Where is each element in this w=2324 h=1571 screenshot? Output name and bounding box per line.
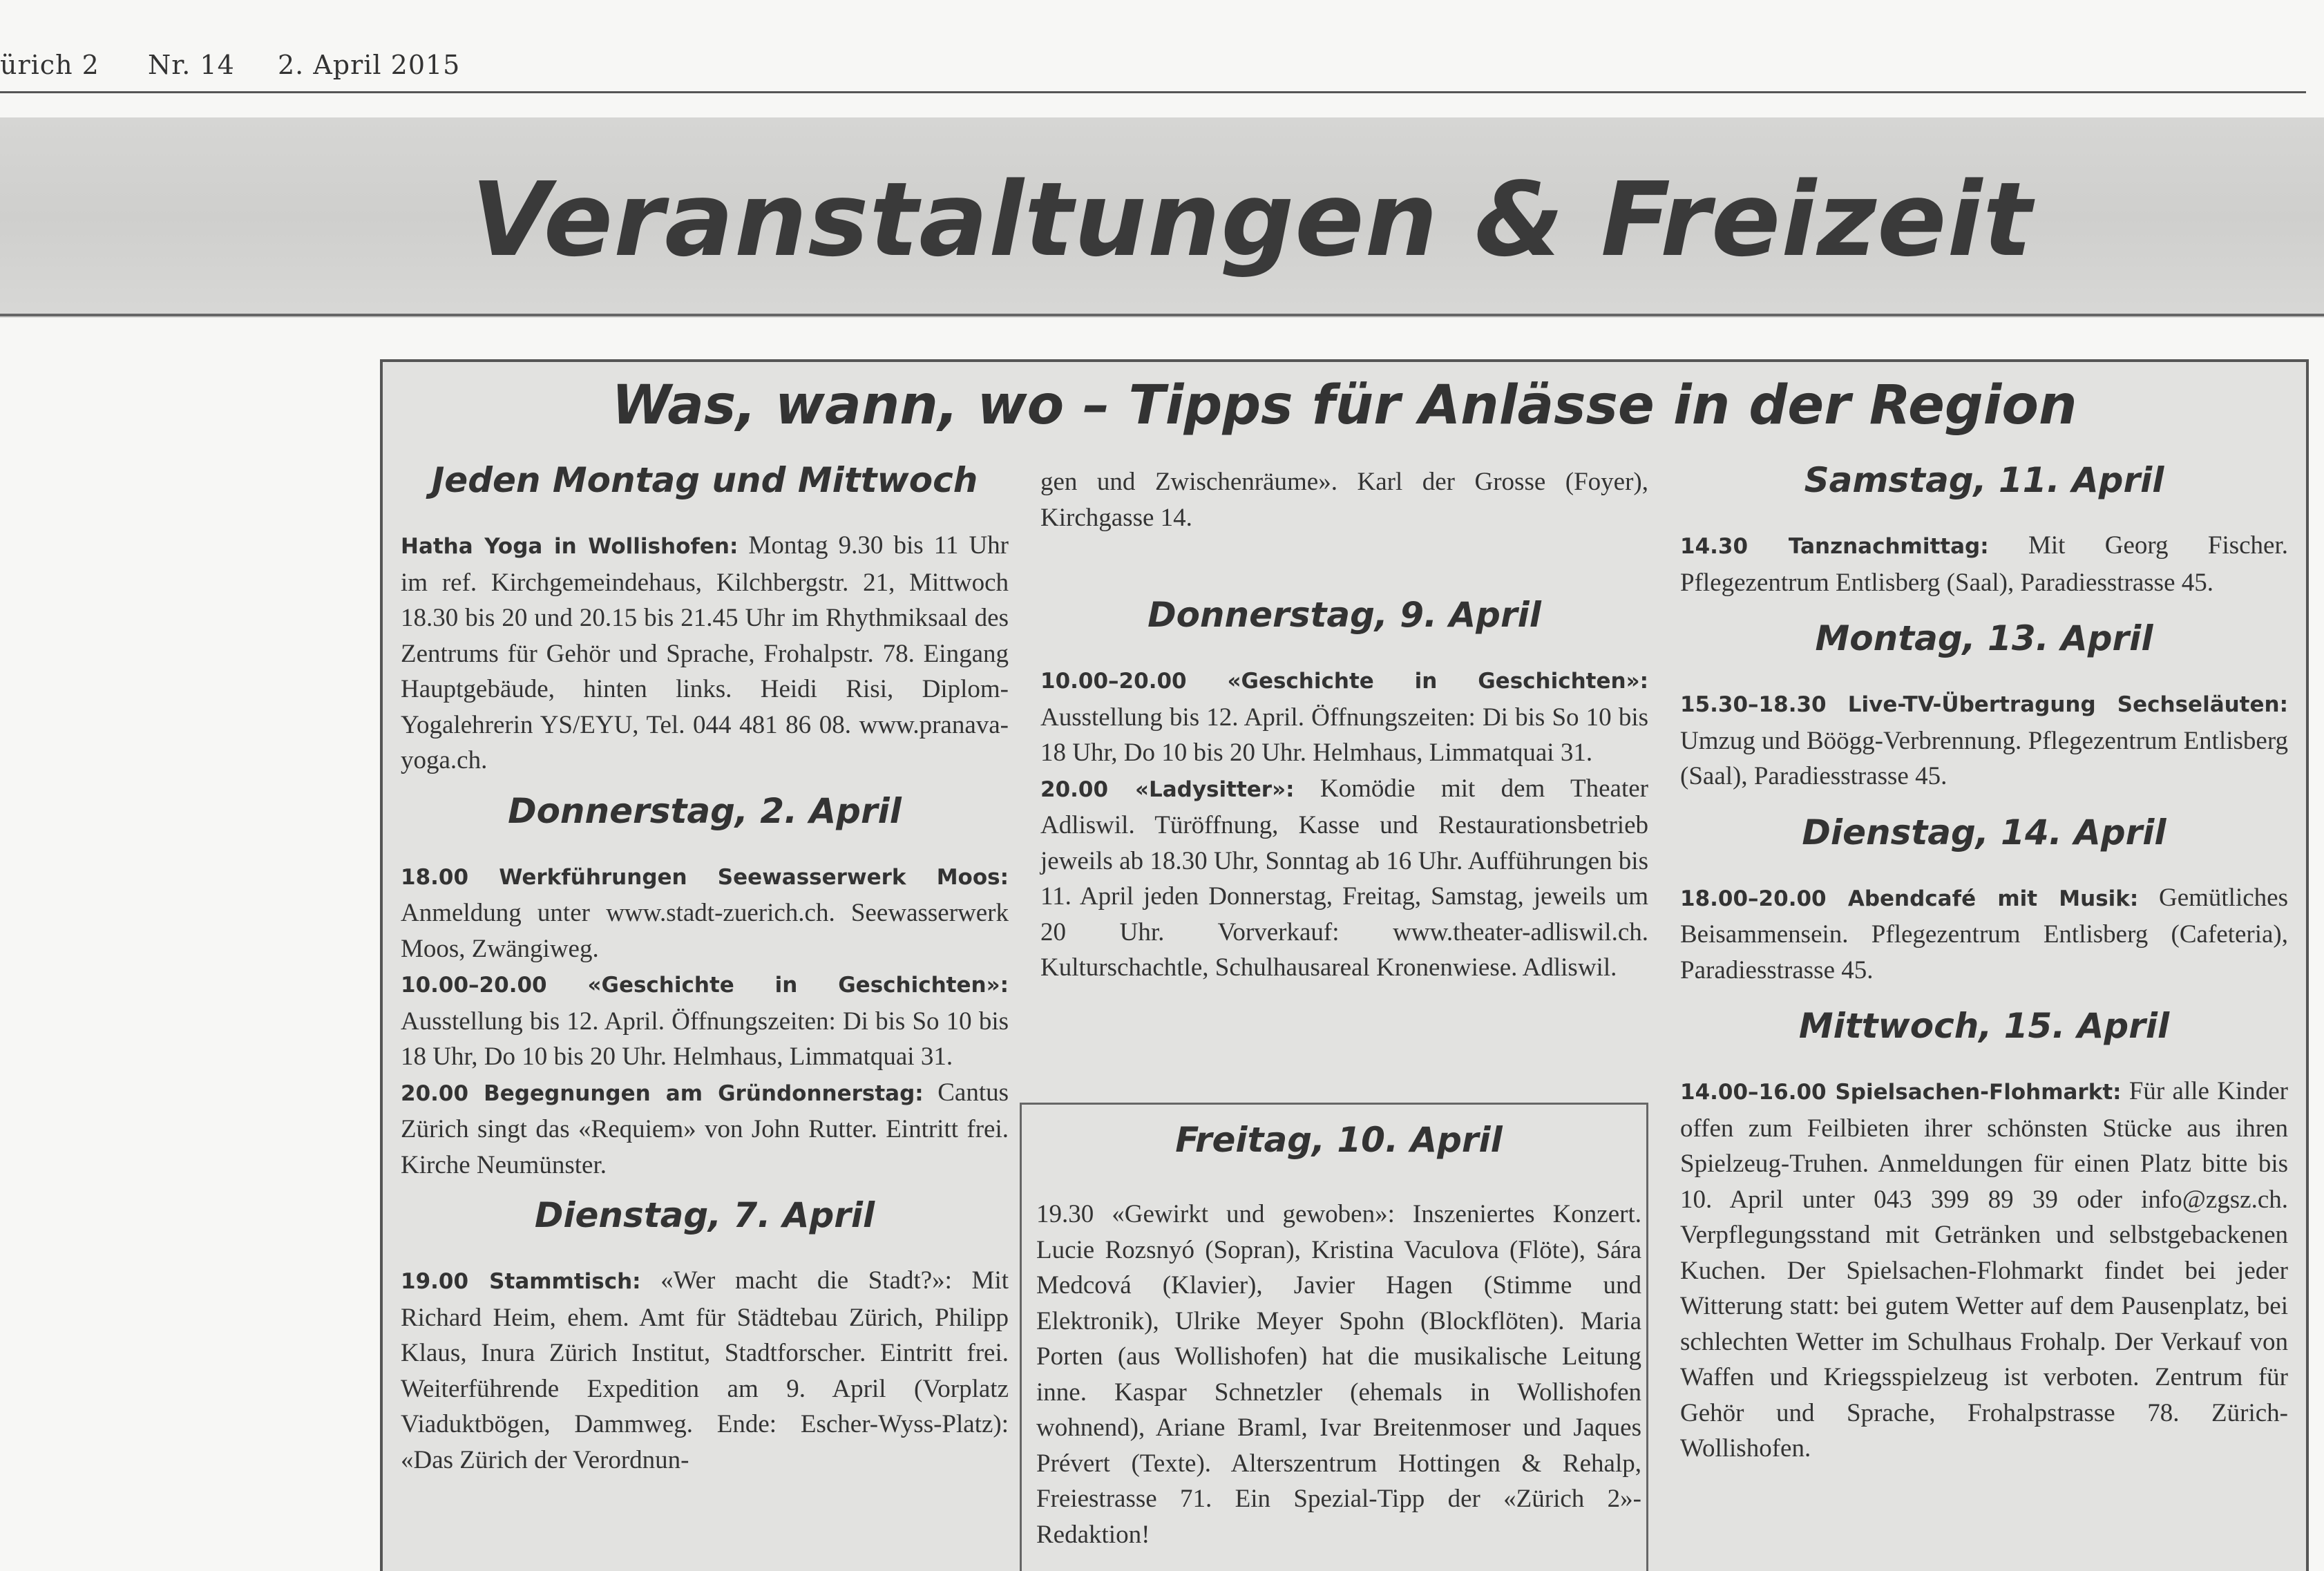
- day-heading: Montag, 13. April: [1815, 618, 2153, 658]
- day-heading: Freitag, 10. April: [1175, 1120, 1503, 1160]
- issue-number: Nr. 14: [148, 50, 235, 80]
- column-2: [1040, 464, 1648, 986]
- event-text: Gemütliches Beisammensein. Pflegezentrum Entlisberg (Cafeteria), Paradiesstrasse 45.: [1680, 883, 2288, 984]
- masthead: [0, 41, 2307, 104]
- day-heading: Dienstag, 7. April: [534, 1195, 875, 1235]
- day-heading: Donnerstag, 9. April: [1147, 595, 1541, 635]
- event-entry: 19.30 «Gewirkt und gewoben»: Inszeniertes Konzert. Lucie Rozsnyó (Sopran), Kristina Vaculova (Flöte), Sára Medcová (Klavier), Javier Hagen (Stimme und Elektronik), Ulrike Meyer Spohn (Blockflöten). Maria Porten (aus Wollishofen) hat die musikalische Leitung inne. Kaspar Schnetzler (ehemals in Wollishofen wohnend), Ariane Braml, Ivar Breitenmoser und Jaques Prévert (Texte). Alterszentrum Hottingen & Rehalp, Freiestrasse 71. Ein Spezial-Tipp der «Zürich 2»-Redaktion!: [1036, 1200, 1641, 1549]
- column-3: [1680, 456, 2288, 1467]
- event-label: 14.30 Tanznachmittag:: [1680, 534, 1989, 559]
- column-1: [401, 456, 1009, 1478]
- banner-rule: [0, 314, 2324, 316]
- event-label: 18.00–20.00 Abendcafé mit Musik:: [1680, 886, 2139, 911]
- event-text: Anmeldung unter www.stadt-zuerich.ch. Seewasserwerk Moos, Zwängiweg.: [401, 899, 1009, 963]
- event-label: 14.00–16.00 Spielsachen-Flohmarkt:: [1680, 1080, 2122, 1105]
- event-label: 20.00 «Ladysitter»:: [1040, 777, 1295, 802]
- event-entry: [1040, 663, 1648, 771]
- event-entry: [401, 967, 1009, 1075]
- day-heading: Mittwoch, 15. April: [1798, 1006, 2170, 1046]
- section-title: Veranstaltungen & Freizeit: [471, 160, 2033, 279]
- masthead-rule: [0, 91, 2306, 93]
- event-text: Cantus Zürich singt das «Requiem» von John Rutter. Eintritt frei. Kirche Neumünster.: [401, 1078, 1009, 1179]
- event-text: Montag 9.30 bis 11 Uhr im ref. Kirchgemeindehaus, Kilchbergstr. 21, Mittwoch 18.30 bis 20 und 20.15 bis 21.45 Uhr im Rhythmiksaal des Zentrums für Gehör und Sprache, Frohalpstr. 78. Eingang Hauptgebäude, hinten links. Heidi Risi, Diplom-Yogalehrerin YS/EYU, Tel. 044 481 86 08. www.pranava-yoga.ch.: [401, 531, 1009, 774]
- paper-name: ürich 2: [0, 50, 99, 80]
- events-box-title: Was, wann, wo – Tipps für Anlässe in der Region: [611, 374, 2077, 437]
- day-heading: Samstag, 11. April: [1804, 460, 2164, 500]
- event-label: 19.00 Stammtisch:: [401, 1269, 641, 1294]
- special-tip: [1036, 1114, 1641, 1552]
- day-heading: Jeden Montag und Mittwoch: [431, 460, 978, 500]
- event-text: Ausstellung bis 12. April. Öffnungszeiten: Di bis So 10 bis 18 Uhr, Do 10 bis 20 Uhr. Helmhaus, Limmatquai 31.: [401, 1007, 1009, 1071]
- event-label: 18.00 Werkführungen Seewasserwerk Moos:: [401, 864, 1009, 890]
- event-entry: [401, 1263, 1009, 1478]
- event-label: 20.00 Begegnungen am Gründonnerstag:: [401, 1080, 924, 1106]
- event-label: 10.00–20.00 «Geschichte in Geschichten»:: [1040, 669, 1648, 694]
- event-text: Mit Georg Fischer. Pflegezentrum Entlisberg (Saal), Paradiesstrasse 45.: [1680, 531, 2288, 597]
- event-entry: [1680, 1074, 2288, 1467]
- event-label: Hatha Yoga in Wollishofen:: [401, 534, 739, 559]
- event-continuation: gen und Zwischenräume». Karl der Grosse (Foyer), Kirchgasse 14.: [1040, 468, 1648, 532]
- issue-date: 2. April 2015: [278, 50, 461, 80]
- event-text: Komödie mit dem Theater Adliswil. Türöffnung, Kasse und Restaurationsbetrieb jeweils ab 18.30 Uhr, Sonntag ab 16 Uhr. Aufführungen bis 11. April jeden Donnerstag, Freitag, Samstag, jeweils um 20 Uhr. Vorverkauf: www.theater-adliswil.ch. Kulturschachtle, Schulhausareal Kronenwiese. Adliswil.: [1040, 774, 1648, 982]
- event-text: Für alle Kinder offen zum Feilbieten ihrer schönsten Stücke aus ihren Spielzeug-Truhen. Anmeldungen für einen Platz bitte bis 10. April unter 043 399 89 39 oder info@zgsz.ch. Verpflegungsstand mit Getränken und selbstgebackenen Kuchen. Der Spielsachen-Flohmarkt findet bei jeder Witterung statt: bei gutem Wetter auf dem Pausenplatz, bei schlechten Wetter im Schulhaus Frohalp. Der Verkauf von Waffen und Kriegsspielzeug ist verboten. Zentrum für Gehör und Sprache, Frohalpstrasse 78. Zürich-Wollishofen.: [1680, 1077, 2289, 1463]
- event-text: Ausstellung bis 12. April. Öffnungszeiten: Di bis So 10 bis 18 Uhr, Do 10 bis 20 Uhr. Helmhaus, Limmatquai 31.: [1040, 703, 1648, 767]
- event-entry: [1680, 880, 2288, 989]
- event-label: 15.30–18.30 Live-TV-Übertragung Sechseläuten:: [1680, 692, 2288, 717]
- event-label: 10.00–20.00 «Geschichte in Geschichten»:: [401, 973, 1009, 998]
- event-entry: [401, 1075, 1009, 1183]
- event-entry: [1040, 771, 1648, 986]
- day-heading: Donnerstag, 2. April: [508, 790, 902, 831]
- event-entry: [401, 528, 1009, 779]
- event-text: Umzug und Böögg-Verbrennung. Pflegezentrum Entlisberg (Saal), Paradiesstrasse 45.: [1680, 726, 2288, 790]
- event-entry: [401, 859, 1009, 967]
- day-heading: Dienstag, 14. April: [1802, 812, 2166, 853]
- event-text: «Wer macht die Stadt?»: Mit Richard Heim, ehem. Amt für Städtebau Zürich, Philipp Klaus, Inura Zürich Institut, Stadtforscher. Eintritt frei. Weiterführende Expedition am 9. April (Vorplatz Viaduktbögen, Dammweg. Ende: Escher-Wyss-Platz): «Das Zürich der Verordnun-: [401, 1266, 1009, 1474]
- event-entry: [1680, 528, 2288, 600]
- event-entry: [1680, 686, 2288, 794]
